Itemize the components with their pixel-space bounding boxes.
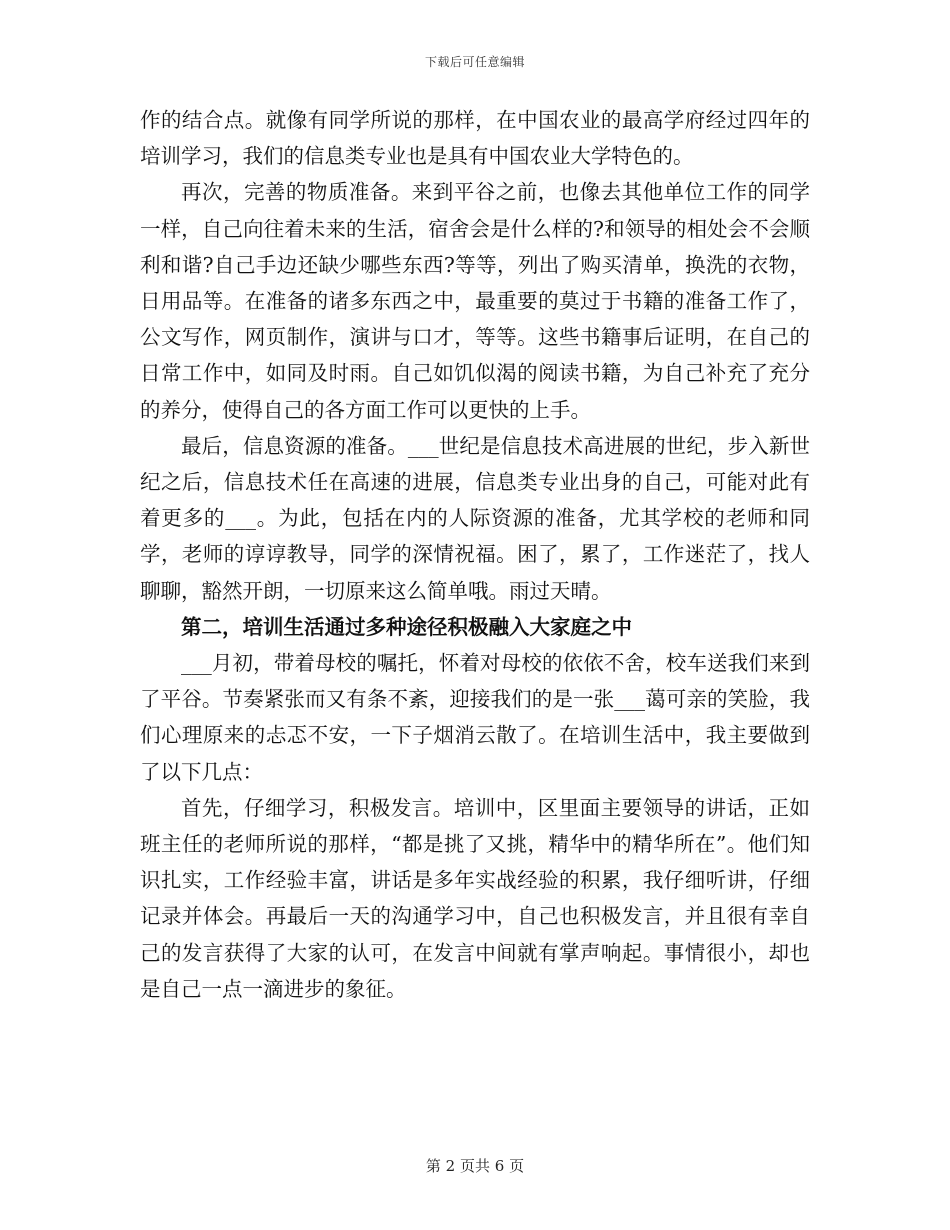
paragraph-arrival: ___月初，带着母校的嘱托，怀着对母校的依依不舍，校车送我们来到了平谷。节奏紧张而又有条不紊，迎接我们的是一张___蔼可亲的笑脸，我们心理原来的忐忑不安，一下子烟消云散了。在培训生活中，我主要做到了以下几点： <box>140 651 810 784</box>
document-body <box>140 102 810 1007</box>
page-number-footer: 第 2 页共 6 页 <box>425 1157 525 1175</box>
paragraph-study-speech: 首先，仔细学习，积极发言。培训中，区里面主要领导的讲话，正如班主任的老师所说的那样，“都是挑了又挑，精华中的精华所在”。他们知识扎实，工作经验丰富，讲话是多年实战经验的积累，我仔细听讲，仔细记录并体会。再最后一天的沟通学习中，自己也积极发言，并且很有幸自己的发言获得了大家的认可，在发言中间就有掌声响起。事情很小，却也是自己一点一滴进步的象征。 <box>140 795 810 1001</box>
paragraph-material-preparation: 再次，完善的物质准备。来到平谷之前，也像去其他单位工作的同学一样，自己向往着未来的生活，宿舍会是什么样的?和领导的相处会不会顺利和谐?自己手边还缺少哪些东西?等等，列出了购买清单，换洗的衣物，日用品等。在准备的诸多东西之中，最重要的莫过于书籍的准备工作了，公文写作，网页制作，演讲与口才，等等。这些书籍事后证明，在自己的日常工作中，如同及时雨。自己如饥似渴的阅读书籍，为自己补充了充分的养分，使得自己的各方面工作可以更快的上手。 <box>140 180 810 422</box>
page-header: 下载后可任意编辑 <box>424 55 525 69</box>
paragraph-continuation: 作的结合点。就像有同学所说的那样，在中国农业的最高学府经过四年的培训学习，我们的信息类专业也是具有中国农业大学特色的。 <box>140 108 810 169</box>
section-heading: 第二，培训生活通过多种途径积极融入大家庭之中 <box>181 614 632 639</box>
paragraph-information-resources: 最后，信息资源的准备。___世纪是信息技术高进展的世纪，步入新世纪之后，信息技术任在高速的进展，信息类专业出身的自己，可能对此有着更多的___。为此，包括在内的人际资源的准备，尤其学校的老师和同学，老师的谆谆教导，同学的深情祝福。困了，累了，工作迷茫了，找人聊聊，豁然开朗，一切原来这么简单哦。雨过天晴。 <box>140 433 810 603</box>
